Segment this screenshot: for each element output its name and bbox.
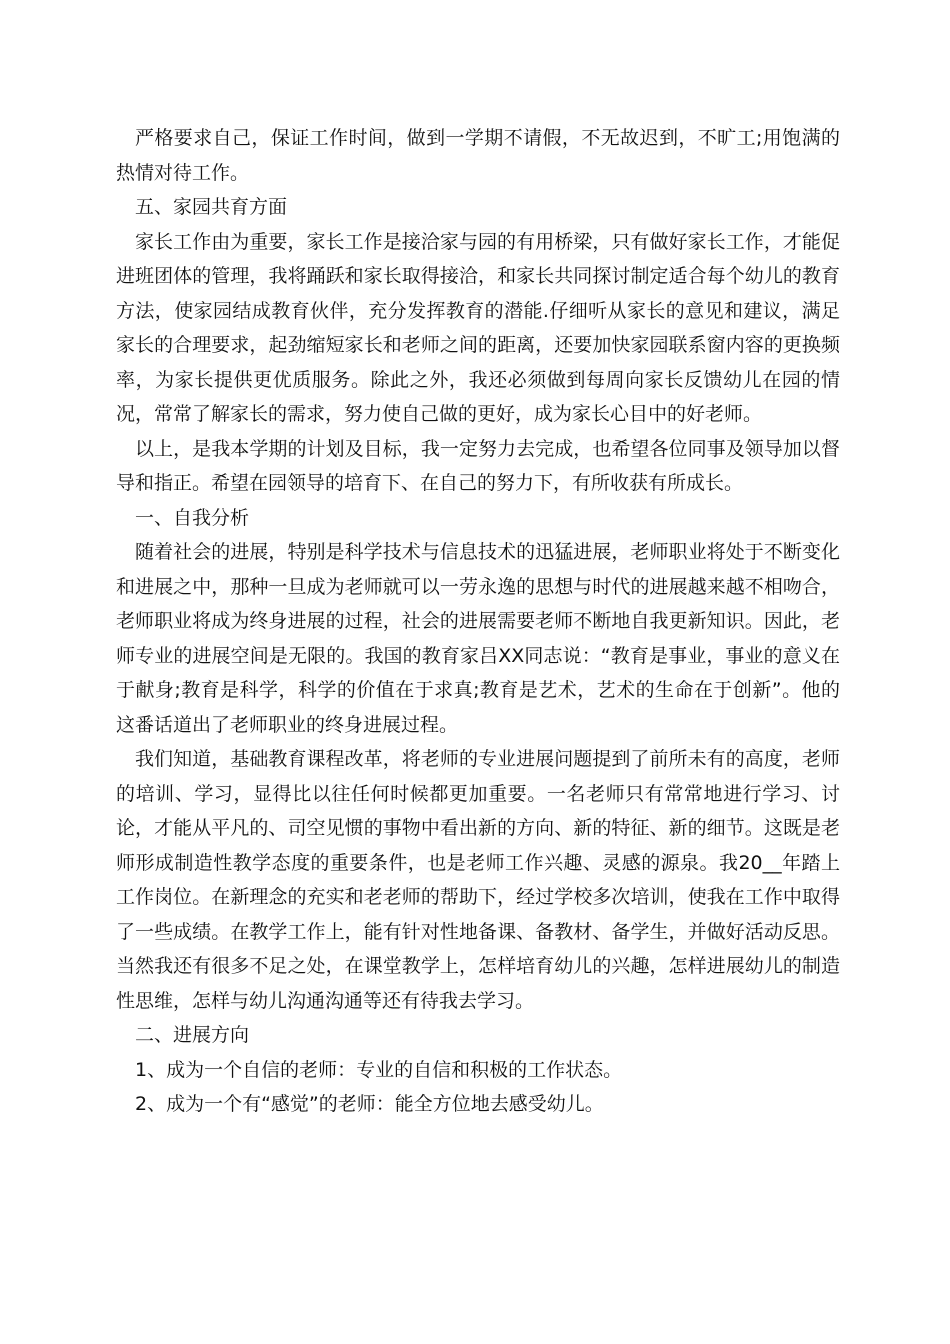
list-item-perceptive-teacher: 2、成为一个有“感觉”的老师：能全方位地去感受幼儿。 — [135, 1093, 604, 1115]
paragraph-social-development: 随着社会的进展，特别是科学技术与信息技术的迅猛进展，老师职业将处于不断变化和进展之中，那种一旦成为老师就可以一劳永逸的思想与时代的进展越来越不相吻合，老师职业将成为终身进展的过程，社会的进展需要老师不断地自我更新知识。因此，老师专业的进展空间是无限的。我国的教育家吕XX同志说：“教育是事业，事业的意义在于献身;教育是科学，科学的价值在于求真;教育是艺术，艺术的生命在于创新”。他的这番话道出了老师职业的终身进展过程。 — [116, 541, 840, 736]
section-heading-home-school: 五、家园共育方面 — [135, 196, 288, 218]
paragraph-work-attitude: 严格要求自己，保证工作时间，做到一学期不请假，不无故迟到，不旷工;用饱满的热情对待工作。 — [116, 127, 840, 184]
paragraph-parent-work: 家长工作由为重要，家长工作是接洽家与园的有用桥梁，只有做好家长工作，才能促进班团体的管理，我将踊跃和家长取得接洽，和家长共同探讨制定适合每个幼儿的教育方法，使家园结成教育伙伴，充分发挥教育的潜能.仔细听从家长的意见和建议，满足家长的合理要求，起劲缩短家长和老师之间的距离，还要加快家园联系窗内容的更换频率，为家长提供更优质服务。除此之外，我还必须做到每周向家长反馈幼儿在园的情况，常常了解家长的需求，努力使自己做的更好，成为家长心目中的好老师。 — [116, 230, 840, 425]
paragraph-semester-summary: 以上，是我本学期的计划及目标，我一定努力去完成，也希望各位同事及领导加以督导和指正。希望在园领导的培育下、在自己的努力下，有所收获有所成长。 — [116, 437, 840, 494]
paragraph-curriculum-reform: 我们知道，基础教育课程改革，将老师的专业进展问题提到了前所未有的高度，老师的培训、学习，显得比以往任何时候都更加重要。一名老师只有常常地进行学习、讨论，才能从平凡的、司空见惯的事物中看出新的方向、新的特征、新的细节。这既是老师形成制造性教学态度的重要条件，也是老师工作兴趣、灵感的源泉。我20__年踏上工作岗位。在新理念的充实和老老师的帮助下，经过学校多次培训，使我在工作中取得了一些成绩。在教学工作上，能有针对性地备课、备教材、备学生，并做好活动反思。当然我还有很多不足之处，在课堂教学上，怎样培育幼儿的兴趣，怎样进展幼儿的制造性思维，怎样与幼儿沟通沟通等还有待我去学习。 — [116, 748, 840, 1012]
document-body — [116, 121, 840, 1122]
list-item-confident-teacher: 1、成为一个自信的老师：专业的自信和积极的工作状态。 — [135, 1058, 623, 1081]
section-heading-self-analysis: 一、自我分析 — [135, 506, 250, 529]
section-heading-direction: 二、进展方向 — [135, 1024, 250, 1046]
